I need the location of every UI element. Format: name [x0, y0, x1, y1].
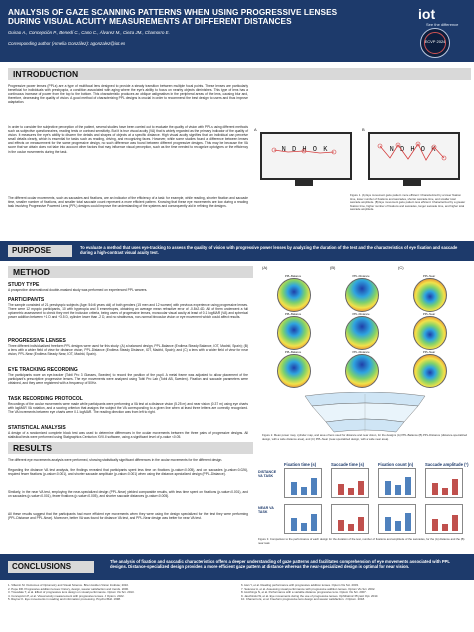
conclusions-band: [0, 554, 474, 580]
reference-item: 5. Rayner K. Eye movements in reading and information processing. Psychol Bull. 1998.: [8, 597, 121, 602]
optotype-line-a: N D H O K: [281, 146, 329, 154]
power-map-label: PPL-Balance: [284, 274, 302, 278]
monitor-icon: [260, 132, 352, 180]
results-paragraph-1: The different eye movements analysis were performed, showing statistically significant differences in the ocular movements for the different design.: [8, 458, 223, 462]
bar-chart-bar: [301, 523, 307, 531]
bar-chart-bar: [432, 519, 438, 531]
power-map-cell: [262, 350, 326, 386]
bar-chart-bar: [311, 478, 317, 495]
references-column: [241, 584, 466, 602]
corresponding-author: Corresponding author (Amelia González): agonzalez@iot.es: [8, 41, 126, 46]
purpose-heading: PURPOSE: [8, 245, 72, 257]
purpose-text: To evaluate a method that uses eye-tracking to assess the quality of vision with progressive power lenses by analyzing the duration of the test and the characteristics of eye fixation and saccade during a high-contrast visual acuity test.: [80, 245, 458, 256]
power-map-disc: [277, 316, 311, 350]
bar-chart-bar: [301, 487, 307, 495]
map-column-c-label: (C): [398, 265, 404, 270]
bar-chart-title: Fixation count (n): [378, 462, 414, 467]
figure-1-caption: Figure 1. (A) Eye movement gaze pattern more efficient: Characterized by a lower fixation time, lower number of fixations and saccades, shorter saccade time, and smaller total saccade amplitude. (B) Eye movement gaze pattern less efficient: Characterized by a greater fixation time, higher number of fixations and saccades, longer saccade time, and higher total saccade amplitude.: [350, 193, 466, 211]
method-heading: METHOD: [8, 266, 253, 278]
study-type-text: A prospective observational double-masked study was performed on experienced PPL wearers.: [8, 288, 148, 292]
figure-2-power-maps: [262, 274, 470, 386]
bar-chart-bar: [395, 521, 401, 531]
power-map-label: PPL-Distance: [352, 350, 370, 354]
bar-chart-bar: [385, 517, 391, 531]
results-paragraph-4: All these results suggest that the participants had more efficient eye movements when they were using the design specialized for the test they were performing (PPL-Distance and PPL-Near). Moreover, better VA was found for distance VA test, and PPL-Near design was better for near VA test.: [8, 512, 248, 521]
bar-chart-bar: [395, 485, 401, 495]
power-map-cell: [262, 312, 326, 348]
figure-3-bar-charts: [258, 442, 470, 546]
bar-chart-bar: [291, 482, 297, 495]
power-map-disc: [277, 354, 311, 388]
reference-item: 3. Trousdale T, et al. Effect of progressive lens design on visual performance. Optom Vis Sci. 2013.: [8, 590, 135, 595]
bar-chart-bar: [358, 517, 364, 531]
bar-chart-bar: [452, 479, 458, 495]
reference-item: 10. Chamorro E, et al. Freeform progressive lens design and wearer satisfaction. J Optom. 2018.: [241, 597, 365, 602]
power-map-label: PPL-Balance: [284, 350, 302, 354]
power-map-label: PPL-Near: [422, 312, 436, 316]
author-list: Guirao A., Concepción P., Benedí C., Cano C., Álvarez M., Cieza JM., Chamorro E.: [8, 30, 170, 35]
figure-2-caption: Figure 2. Mean power map, cylinder map, and area of lens used for distance and near vision, for the designs (A) PPL-Balance (B) PPL-Distance (distance-specialized design, with a wide distance area), and (C) PPL-Near (near-specialized design, with a wide near area).: [262, 433, 468, 441]
conference-seal-icon: [420, 28, 450, 58]
power-map-cell: [398, 312, 462, 348]
monitor-icon: [368, 132, 460, 180]
eye-tracking-text: The participants wore an eye-tracker (Tobii Pro 3 Glasses, Sweden) to record the position of the pupil. A metal frame was adjusted to allow placement of the participant's prescriptive progressive lenses. The eye movements were analyzed using Tobii Pro Lab (Tobii AB, Sweden). Fixation and saccade parameters were obtained, and they were registered with a frequency of 50Hz.: [8, 373, 248, 386]
power-map-disc: [413, 316, 447, 350]
power-map-disc: [345, 278, 379, 312]
bar-chart-row-label: NEAR VA TASK: [258, 506, 274, 514]
references-column: [8, 584, 233, 602]
power-map-disc: [277, 278, 311, 312]
scanpath-a: [260, 132, 348, 176]
seal-label: ECVP 2024: [424, 39, 446, 44]
participants-text: The sample consisted of 21 presbyopic subjects (Age: 54±6 years old) of both genders (15 men and 12 women) with previous experience using progressive lenses. There were 12 myopic participants, 10 with hyperopia and 5 emmetropes, obtaining an average mean refractive error of -0.8±2.4D. All of them underwent a full optometric assessment to check they met the inclusion criteria, being users of progressive lenses, monocular visual acuity at least of 0.1 logMAR (VA) and spherical power addition between +1 D and +3.5 D, cylinder lower than -2 D, and no strabismus, non-normal binocular vision or eye movement which could affect results.: [8, 303, 248, 320]
bar-chart-title: Saccade amplitude (°): [425, 462, 469, 467]
bar-chart-bar: [432, 483, 438, 495]
power-map-label: PPL-Near: [422, 274, 436, 278]
logo-tagline: See the difference: [426, 22, 459, 27]
bar-chart-bar: [291, 518, 297, 531]
reference-item: 6. Han Y, et al. Reading performance with progressive addition lenses. Optom Vis Sci. 2003.: [241, 583, 359, 587]
reference-item: 9. Jaschinski W, et al. Eye movements during the use of progressive lenses. Ophthalmic Physiol Opt. 2010.: [241, 593, 379, 598]
bar-chart-bar: [405, 513, 411, 531]
bar-chart-panel: [331, 504, 369, 534]
bar-chart-panel: [425, 468, 463, 498]
purpose-band: [0, 241, 474, 261]
power-map-disc: [413, 278, 447, 312]
intro-paragraph-1: Progressive power lenses (PPLs) are a type of multifocal lens designed to provide a steady transition between multiple focal points. These lenses are particularly beneficial for individuals with presbyopia, a condition associated with aging where the eye's ability to focus on nearby objects diminishes. This type of lens has a continuous increase of power from the top to the bottom. This characteristic produces an oblique astigmatism in the peripheral areas of the lens, causing blur and, therefore, decreasing the quality of vision. A good method of characterizing PPL designs is crucial in order to recommend the best design to users and thus improve adaptation.: [8, 84, 248, 105]
bar-chart-bar: [442, 488, 448, 495]
logo-text: iot: [418, 6, 436, 22]
statistical-analysis-heading: STATISTICAL ANALYSIS: [8, 425, 66, 431]
conclusions-heading: CONCLUSIONS: [8, 561, 94, 573]
optotype-line-b: N D H O K: [389, 146, 437, 154]
bar-chart-panel: [378, 468, 416, 498]
power-map-disc: [413, 354, 447, 388]
bar-chart-panel: [378, 504, 416, 534]
bar-chart-title: Fixation time (s): [284, 462, 317, 467]
bar-chart-bar: [311, 514, 317, 531]
bar-chart-panel: [425, 504, 463, 534]
eye-tracking-heading: EYE TRACKING RECORDING: [8, 367, 78, 373]
lenses-text: Three different individualized freeform PPL designs were used for this study: (A) a balanced design, PPL-Balance (Endless Steady Balance, IOT, Madrid, Spain); (B) a lens with a wider field of view for distance vision, PPL-Distance (Endless Steady Distance, IOT, Madrid, Spain); and (C) a lens with a wider field of view for near vision, PPL-Near (Endless Steady Near, IOT, Madrid, Spain).: [8, 344, 248, 357]
bar-chart-bar: [405, 477, 411, 495]
poster-header: [0, 0, 474, 62]
bar-chart-panel: [331, 468, 369, 498]
power-map-cell: [398, 350, 462, 386]
references: [8, 584, 466, 630]
reference-item: 8. Hutchings N, et al. Performance with a variable distance progressive lens. Optom Vis Sci. 2007.: [241, 590, 367, 595]
map-column-a-label: (A): [262, 265, 268, 270]
power-map-cell: [262, 274, 326, 310]
figure-1-gaze-patterns: A B N D H O K N D H O K Figure 1. (A) Eye movement gaze pattern more efficient: Characterized by a lower fixation time, lower number of fixations and saccades, shorter saccade time, and smaller total saccade amplitude. (B) Eye movement gaze pattern less efficient: Characterized by a greater fixation time, higher number of fixations and saccades, longer saccade time, and higher total saccade amplitude.: [254, 127, 466, 211]
lens-area-diagram: [300, 392, 430, 434]
poster-title: ANALYSIS OF GAZE SCANNING PATTERNS WHEN USING PROGRESSIVE LENSES DURING VISUAL ACUITY MEASUREMENTS AT DIFFERENT DISTANCES: [8, 8, 338, 26]
power-map-cell: [330, 274, 394, 310]
bar-chart-bar: [452, 515, 458, 531]
reference-item: 1. Villemin M. Outcomes of Optometry and Visual Science. Brien Holden Vision Institute; 2010.: [8, 583, 129, 587]
results-heading: RESULTS: [8, 442, 253, 454]
bar-chart-bar: [358, 481, 364, 495]
results-paragraph-3: Similarly, in the near VA test, employing the near-specialized design (PPL-Near) yielded comparable results, with less time spent on fixations (p-value<0.001), and on saccades (p-value<0.001), fewer fixations (p-value<0.005), and shorter saccade distances (p-value<0.005).: [8, 490, 248, 499]
map-column-b-label: (B): [330, 265, 336, 270]
statistical-analysis-text: A design of a randomized complete block test was used to determine differences in the ocular movements between the three pairs of progressive designs. All statistical tests were performed using Statgraphics Centurion XVII.II software, using a significant level of p-value <0.05.: [8, 431, 248, 440]
task-protocol-text: Recordings of the ocular movements were made while participants were performing a VA test at a distance vision (5.25 m) and near vision (0.37 m) using eye charts with logMAR VA notation, and a scoring criterion that assigns the subject the VA corresponding to a given line when at least three letters are correctly recognized. The VA increments between eye charts were 0.1 logMAR. The reading direction was from left to right.: [8, 402, 248, 415]
power-map-label: PPL-Near: [422, 350, 436, 354]
reference-item: 4. Concepción P, et al. Visual acuity measurement with progressive lenses. J Optom. 2022.: [8, 593, 125, 598]
power-map-cell: [330, 312, 394, 348]
intro-heading: INTRODUCTION: [8, 68, 471, 80]
intro-paragraph-3: The different ocular movements, such as saccades and fixations, are an indicator of the efficiency of a task: for example, while reading, shorter fixation and saccade time, smaller number of fixations, and smaller total saccade count represent a more efficient pattern. Knowing that these eye movements are low during a reading task involving Progressive Powered Lens (PPL) designs could improve the understanding of the systems and consequently aid in refining the designs.: [8, 196, 248, 209]
study-type-heading: STUDY TYPE: [8, 282, 40, 288]
bar-chart-bar: [338, 484, 344, 495]
bar-chart-bar: [442, 524, 448, 531]
power-map-label: PPL-Distance: [352, 274, 370, 278]
bar-chart-panel: [284, 468, 322, 498]
task-protocol-heading: TASK RECORDING PROTOCOL: [8, 396, 83, 402]
bar-chart-bar: [338, 520, 344, 531]
conclusions-text: The analysis of fixation and saccadic characteristics offers a deeper understanding of gaze patterns and facilitates comprehension of eye movements associated with PPL designs. Distance-specialized design provides a more efficient gaze pattern at distance whereas the near-specialized design is optimal for near vision.: [110, 559, 450, 570]
bar-chart-panel: [284, 504, 322, 534]
bar-chart-title: Saccade time (s): [331, 462, 365, 467]
reference-item: 2. Pope DR. Progressive addition lenses: history, design, wearer satisfaction and trends. 2000.: [8, 586, 129, 591]
power-map-label: PPL-Distance: [352, 312, 370, 316]
participants-heading: PARTICIPANTS: [8, 297, 45, 303]
bar-chart-row-label: DISTANCE VA TASK: [258, 470, 277, 478]
iot-logo: [418, 6, 470, 26]
bar-chart-bar: [348, 524, 354, 531]
power-map-disc: [345, 316, 379, 350]
power-map-cell: [398, 274, 462, 310]
power-map-label: PPL-Balance: [284, 312, 302, 316]
figure-3-caption: Figure 3. Comparison to the performance of each design for the duration of the test, number of fixations and amplitude of the saccades, for the (A) distance and the (B) near task.: [258, 537, 465, 545]
reference-item: 7. Selenow A, et al. Assessing visual performance with progressive addition lenses. Optom Vis Sci. 2002.: [241, 586, 376, 591]
intro-paragraph-2: In order to consider the subjective perception of the patient, several studies have been carried out to evaluate the quality of vision with PPLs using different methods such as subjective questionnaires, reading tests or contrast sensitivity. But it is true visual acuity (VA) that is widely regarded as the primary indicator of the quality of vision. It measures the eye's ability to discern the details and shapes of objects at a specific distance. High visual acuity signifies that an individual can perceive small details clearly, which is essential for tasks such as reading, driving, and recognizing faces. However, while some studies found a difference between lenses and effects on measurement for the same progressive design, no such difference was found between different progressive designs. This may be because the VA score that we obtain does not take into account other factors that may influence visual perception, such as the time needed to recognize optotypes or the efficiency in the ocular movements during the task.: [8, 125, 248, 154]
bar-chart-bar: [385, 481, 391, 495]
bar-chart-bar: [348, 488, 354, 495]
power-map-disc: [345, 354, 379, 388]
scanpath-b: [368, 132, 456, 176]
power-map-cell: [330, 350, 394, 386]
lenses-heading: PROGRESSIVE LENSES: [8, 338, 66, 344]
results-paragraph-2: Regarding the distance VA test analysis, the findings revealed that participants spent less time on fixations (p-value<0.005), and on saccades (p-value=0.026), required fewer fixations (p-value<0.001), and shorter saccade amplitude (p-value=0.001) when using the distance-specialized design (PPL-Distance).: [8, 468, 248, 477]
